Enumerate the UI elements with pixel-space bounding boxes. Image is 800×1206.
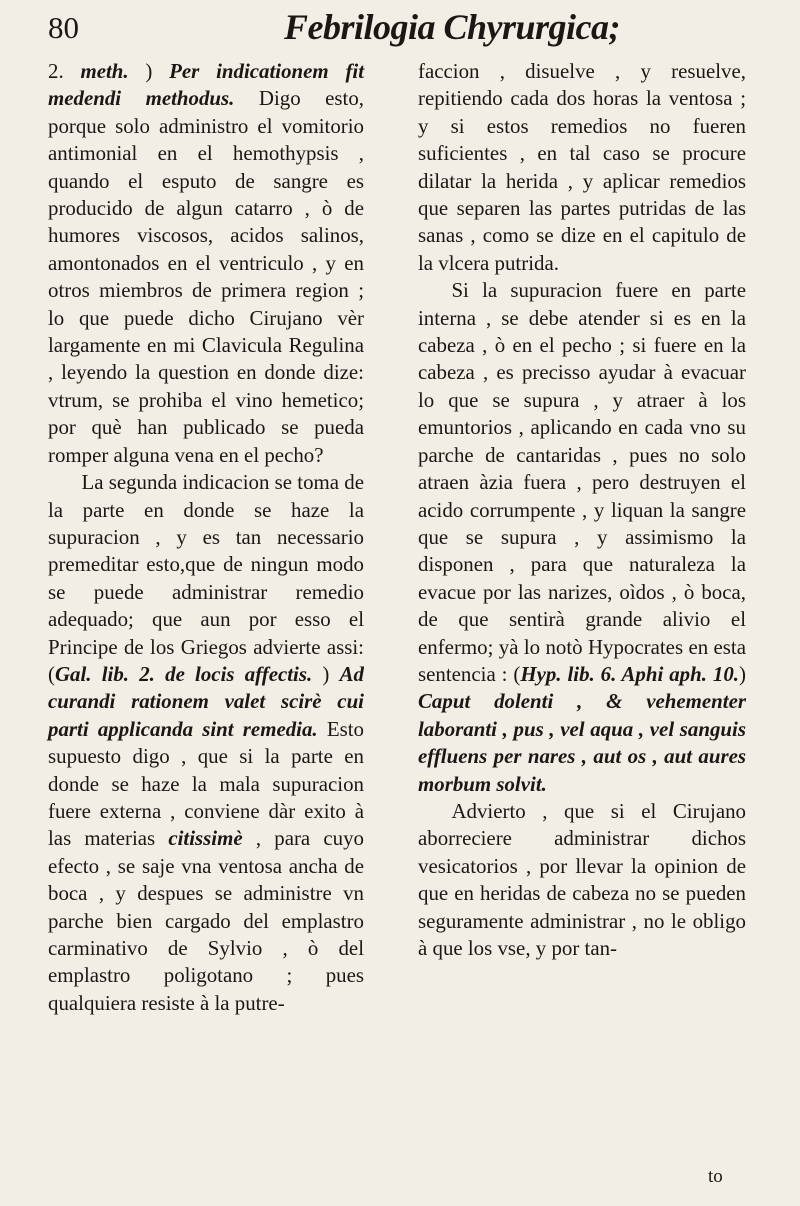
- latin-quote: Ad curandi rationem valet scirè cui parti applicanda sint remedia.: [48, 661, 364, 741]
- page-number: 80: [48, 10, 79, 45]
- latin-citation: Gal. lib. 2. de locis affectis.: [54, 661, 313, 686]
- running-title: Febrilogia Chyrurgica;: [284, 7, 621, 47]
- text-run: Si la supuracion fuere en parte interna , se debe atender si es en la cabeza , ò en el pecho ; si fuere en la cabeza , es precisso ayudar à evacuar lo que se supura , y atraer à los emuntorios , aplicando en cada vno su parche de cantaridas , pues no solo atraen àzia fuera , pero destruyen el acido corrumpente , y liquan la sangre que se supura , y assimismo la disponen , para que naturaleza la evacue por las narizes, oìdos , ò boca, de que sentirà grande alivio el enfermo; yà lo notò Hypocrates en esta sentencia : (: [418, 278, 746, 686]
- latin-word: citissimè: [168, 826, 243, 851]
- text-run: ): [739, 661, 746, 686]
- latin-quote: Per indicationem fit medendi methodus.: [48, 59, 365, 111]
- latin-citation: meth.: [80, 59, 146, 83]
- left-column: [48, 58, 364, 1017]
- paragraph: Advierto , que si el Cirujano aborreciere administrar dichos vesicatorios , por llevar la opinion de que en heridas de cabeza no se pueden seguramente administrar , no le obligo à que los vse, y por tan-: [418, 798, 746, 960]
- text-run: , para cuyo efecto , se saje vna ventosa ancha de boca , y despues se administre vn parche bien cargado del emplastro carminativo de Sylvio , ò del emplastro poligotano ; pues qualquiera resiste à la putre-: [48, 826, 364, 1015]
- paragraph: [418, 277, 746, 798]
- paragraph: [48, 58, 364, 469]
- right-column: [418, 58, 746, 962]
- catchword: to: [708, 1166, 723, 1187]
- text-run: ): [145, 59, 170, 83]
- paragraph: [48, 469, 364, 1017]
- page-header: [48, 4, 762, 56]
- paragraph: faccion , disuelve , y resuelve, repitiendo cada dos horas la ventosa ; y si estos remedios no fueren suficientes , en tal caso se procure dilatar la herida , y aplicar remedios que separen las partes putridas de las sanas , como se dize en el capitulo de la vlcera putrida.: [418, 59, 746, 275]
- latin-citation: Hyp. lib. 6. Aphi aph. 10.: [520, 661, 740, 686]
- text-run: Digo esto, porque solo administro el vomitorio antimonial en el hemothypsis , quando el esputo de sangre es producido de algun catarro , ò de humores viscosos, acidos salinos, amontonados en el ventriculo , y en otros miembros de primera region ; lo que puede dicho Cirujano vèr largamente en mi Clavicula Regulina , leyendo la question en donde dize: vtrum, se prohiba el vino hemetico; por què han publicado se pueda romper alguna vena en el pecho?: [48, 86, 364, 467]
- latin-quote: Caput dolenti , & vehementer laboranti , pus , vel aqua , vel sanguis effluens per nares , aut os , aut aures morbum solvit.: [418, 689, 746, 796]
- text-run: Esto supuesto digo , que si la parte en donde se haze la mala supuracion fuere externa , conviene dàr exito à las materias: [48, 716, 364, 851]
- text-run: La segunda indicacion se toma de la parte en donde se haze la supuracion , y es tan necessario premeditar esto,que de ningun modo se puede administrar remedio adequado; que aun por esso el Principe de los Griegos advierte assi: (: [48, 470, 364, 686]
- text-run: ): [312, 661, 340, 686]
- text-run: 2.: [48, 59, 81, 83]
